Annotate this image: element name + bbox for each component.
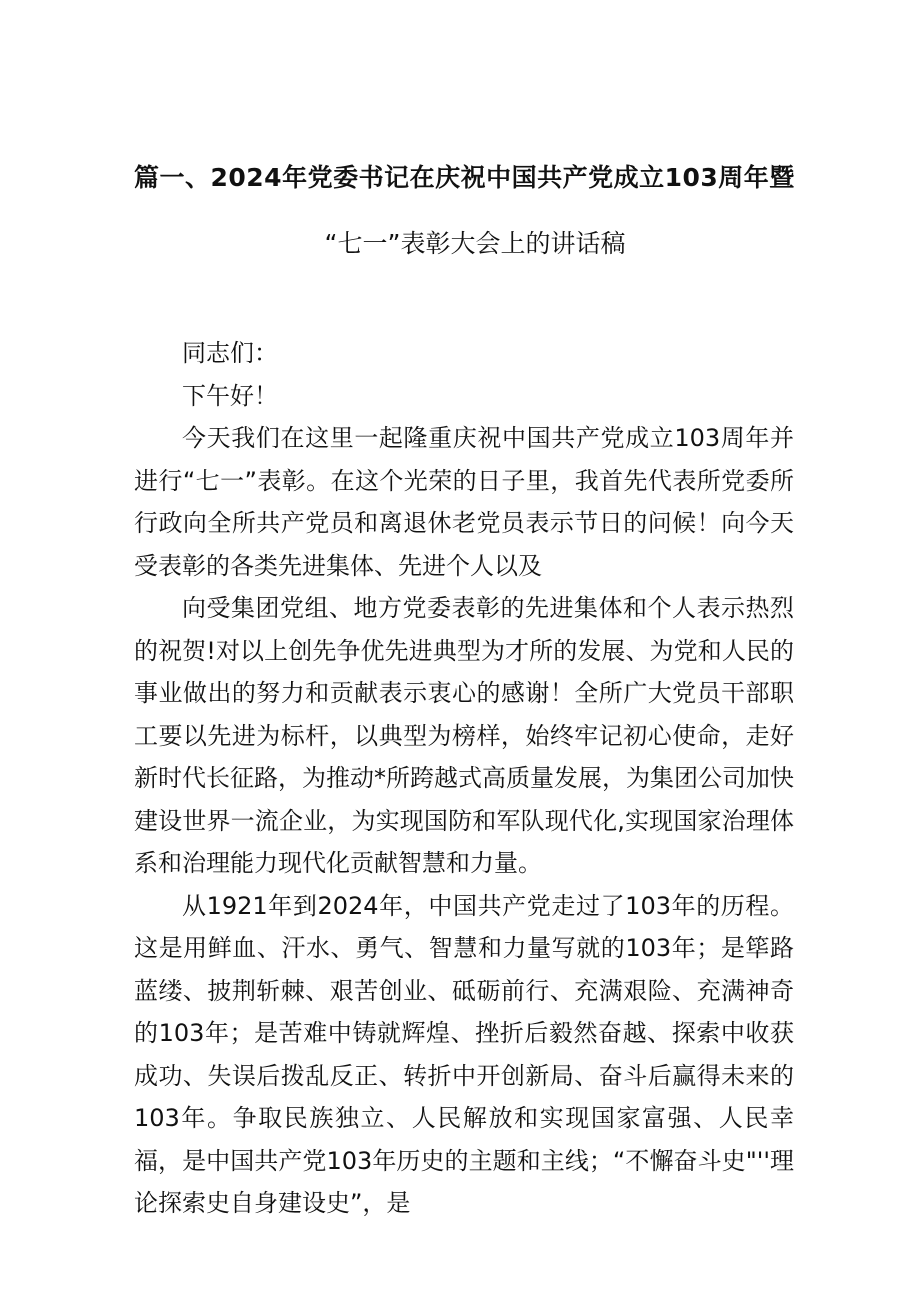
document-body [134, 332, 794, 1225]
greeting: 下午好！ [182, 381, 278, 410]
document-title-line-2: “七一”表彰大会上的讲话稿 [324, 229, 626, 258]
document-title-line-1: 篇一、2024年党委书记在庆祝中国共产党成立103周年暨 [134, 163, 795, 192]
paragraph-1: 今天我们在这里一起隆重庆祝中国共产党成立103周年并进行“七一”表彰。在这个光荣的日子里，我首先代表所党委所行政向全所共产党员和离退休老党员表示节日的问候！向今天受表彰的各类先进集体、先进个人以及 [134, 424, 794, 580]
paragraph-2: 向受集团党组、地方党委表彰的先进集体和个人表示热烈的祝贺!对以上创先争优先进典型为才所的发展、为党和人民的事业做出的努力和贡献表示衷心的感谢！全所广大党员干部职工要以先进为标杆，以典型为榜样，始终牢记初心使命，走好新时代长征路，为推动*所跨越式高质量发展，为集团公司加快建设世界一流企业，为实现国防和军队现代化,实现国家治理体系和治理能力现代化贡献智慧和力量。 [134, 594, 794, 877]
salutation: 同志们： [182, 339, 278, 367]
paragraph-3: 从1921年到2024年，中国共产党走过了103年的历程。这是用鲜血、汗水、勇气、智慧和力量写就的103年；是筚路蓝缕、披荆斩棘、艰苦创业、砥砺前行、充满艰险、充满神奇的103年；是苦难中铸就辉煌、挫折后毅然奋越、探索中收获成功、失误后拨乱反正、转折中开创新局、奋斗后赢得未来的103年。争取民族独立、人民解放和实现国家富强、人民幸福，是中国共产党103年历史的主题和主线；“不懈奋斗史"''理论探索史自身建设史”，是 [134, 891, 794, 1217]
